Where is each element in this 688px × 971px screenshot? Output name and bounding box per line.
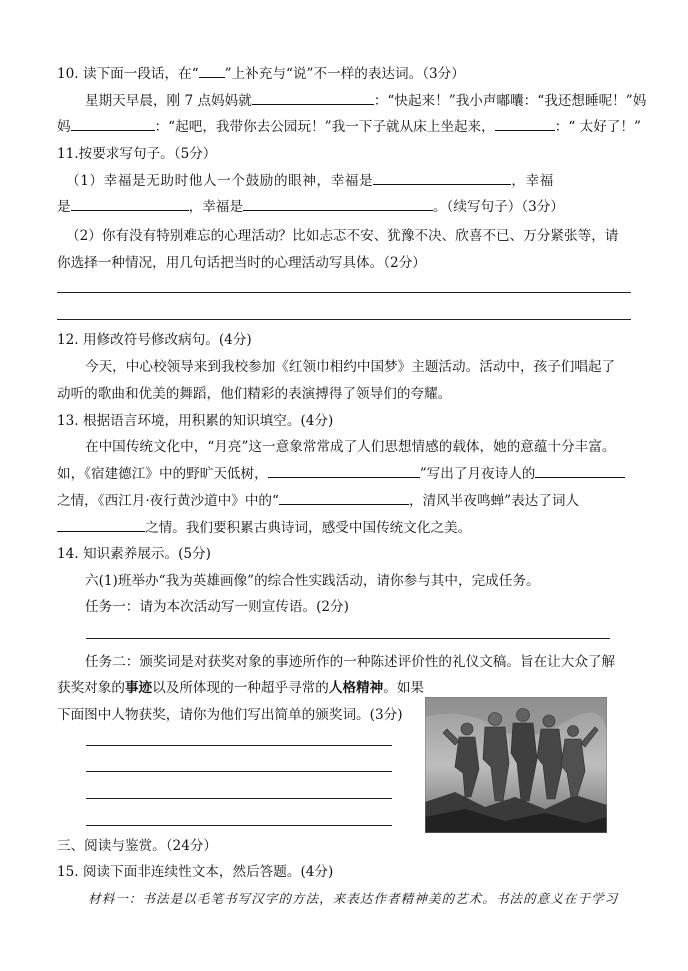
blank[interactable] (71, 115, 155, 131)
blank[interactable] (535, 462, 625, 478)
blank[interactable] (373, 169, 511, 185)
answer-line[interactable] (57, 319, 631, 320)
q12-line-1: 今天，中心校领导来到我校参加《红领巾相约中国梦》主题活动。活动中，孩子们唱起了 (85, 359, 616, 375)
q15-title: 15. 阅读下面非连续性文本，然后答题。(4分) (57, 864, 334, 880)
section3-title: 三、阅读与鉴赏。（24分） (57, 838, 218, 854)
q11-title: 11.按要求写句子。（5分） (57, 146, 217, 162)
q13-line-3: 之情，《西江月·夜行黄沙道中》中的“ ，清风半夜鸣蝉”表达了词人 (0, 489, 688, 513)
q11-part2-line1: （2）你有没有特别难忘的心理活动？比如忐忑不安、犹豫不决、欣喜不已、万分紧张等，请 (66, 228, 619, 244)
blank[interactable] (279, 489, 409, 505)
answer-line[interactable] (57, 292, 631, 293)
heroes-painting-image (425, 697, 607, 833)
blank[interactable] (495, 115, 555, 131)
q14-intro: 六(1)班举办“我为英雄画像”的综合性实践活动，请你参与其中，完成任务。 (85, 573, 540, 589)
q14-task2-line2: 获奖对象的事迹以及所体现的一种超乎寻常的人格精神。如果 (57, 680, 425, 696)
answer-line[interactable] (86, 745, 392, 746)
q13-line-4: 之情。我们要积累古典诗词，感受中国传统文化之美。 (0, 516, 688, 540)
answer-line[interactable] (86, 825, 392, 826)
q11-part1-line1: （1）幸福是无助时他人一个鼓励的眼神，幸福是 ，幸福 (0, 169, 688, 193)
blank[interactable] (268, 462, 420, 478)
q14-title: 14. 知识素养展示。(5分) (57, 546, 211, 562)
q13-line-1: 在中国传统文化中，“月亮”这一意象常常成了人们思想情感的载体，她的意蕴十分丰富。 (85, 439, 616, 455)
q15-material: 材料一：书法是以毛笔书写汉字的方法，来表达作者精神美的艺术。书法的意义在于学习 (88, 891, 619, 906)
q11-part2-line2: 你选择一种情况，用几句话把当时的心理活动写具体。（2分） (57, 255, 426, 271)
answer-line[interactable] (86, 798, 392, 799)
blank[interactable] (243, 195, 433, 211)
answer-line[interactable] (86, 638, 610, 639)
blank[interactable] (199, 62, 225, 78)
q14-task1: 任务一：请为本次活动写一则宣传语。(2分) (85, 599, 349, 615)
answer-line[interactable] (86, 771, 392, 772)
q10-line-2: 妈 ：“起吧，我带你去公园玩！”我一下子就从床上坐起来， ：“ 太好了！” (0, 115, 688, 139)
q14-task2-line1: 任务二：颁奖词是对获奖对象的事迹所作的一种陈述评价性的礼仪文稿。旨在让大众了解 (85, 654, 616, 670)
q10-line-1: 星期天早晨，刚 7 点妈妈就 ：“快起来！”我小声嘟囔：“我还想睡呢！”妈 (0, 89, 688, 113)
q13-line-2: 如，《宿建德江》中的野旷天低树， ”写出了月夜诗人的 (0, 462, 688, 486)
q11-part1-line2: 是 ，幸福是 。（续写句子）（3分） (0, 195, 688, 219)
q10-title: 10. 读下面一段话，在“ ”上补充与“说”不一样的表达词。（3分） (0, 62, 688, 86)
q12-title: 12. 用修改符号修改病句。(4分) (57, 332, 252, 348)
q13-title: 13. 根据语言环境，用积累的知识填空。(4分) (57, 413, 334, 429)
q14-task2-line3: 下面图中人物获奖，请你为他们写出简单的颁奖词。(3分) (57, 707, 403, 723)
q12-line-2: 动听的歌曲和优美的舞蹈，他们精彩的表演搏得了领导们的夸耀。 (57, 386, 452, 402)
blank[interactable] (71, 195, 189, 211)
blank[interactable] (57, 516, 145, 532)
blank[interactable] (252, 89, 374, 105)
